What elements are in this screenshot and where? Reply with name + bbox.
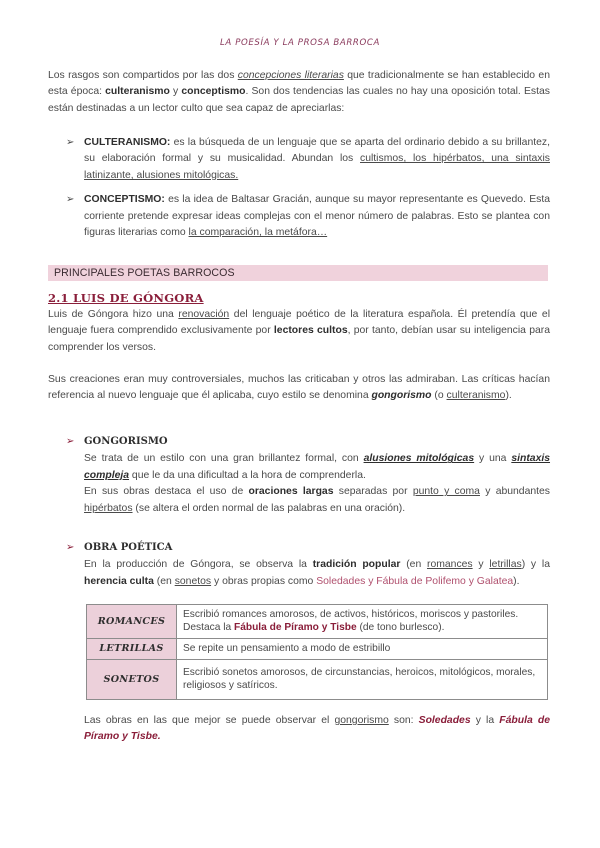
text: Las obras en las que mejor se puede observar el: [84, 715, 335, 726]
text: ) y la: [521, 559, 550, 571]
bullet-list: [66, 135, 550, 242]
bullet-culteranismo: [66, 135, 550, 184]
intro-text: y: [169, 86, 182, 98]
soledades-text: Soledades: [418, 715, 471, 726]
intro-culteranismo: culteranismo: [105, 86, 170, 98]
text: son:: [388, 715, 419, 726]
text: (o: [431, 390, 447, 402]
sintaxis-text: sintaxis compleja: [84, 453, 551, 481]
text: Se trata de un estilo con una gran brillantez formal, con: [84, 453, 364, 465]
text: En sus obras destaca el uso de: [84, 486, 249, 498]
bullet-term: CONCEPTISMO:: [84, 194, 165, 206]
text: que le da una dificultad a la hora de comprenderla.: [129, 469, 366, 481]
text: y abundantes: [479, 486, 551, 498]
table-row: [87, 639, 548, 660]
lectores-cultos-text: lectores cultos: [273, 325, 348, 337]
punto-coma-text: punto y coma: [412, 486, 480, 498]
text: y la: [470, 715, 500, 726]
bullet-term: CULTERANISMO:: [84, 137, 171, 148]
gongorismo-line-2: [84, 484, 550, 517]
text: En la producción de Góngora, se observa la: [84, 559, 313, 571]
obra-poetica-item: [66, 540, 550, 590]
text: , por tanto, debían usar su inteligencia para comprender los versos.: [48, 325, 550, 353]
intro-paragraph: [48, 68, 550, 117]
tradicion-popular-text: tradición popular: [312, 559, 401, 571]
text: Sus creaciones eran muy controversiales, muchos las criticaban y otros las admiraban. Las críticas hacían referencia al nuevo lenguaje que él aplicaba, cuyo estilo se denomina: [48, 374, 550, 402]
table-value: [177, 605, 548, 639]
text: y: [472, 559, 490, 571]
gongorismo-item: [66, 434, 551, 517]
table-key: LETRILLAS: [87, 639, 177, 660]
gongorismo-title: GONGORISMO: [84, 436, 168, 447]
text: (se altera el orden normal de las palabras en una oración).: [132, 502, 406, 514]
culteranismo-link-text: culteranismo: [446, 390, 506, 402]
text: y una: [474, 453, 512, 465]
bullet-conceptismo: [66, 192, 550, 241]
text: (en: [153, 575, 175, 587]
text: separadas por: [333, 486, 413, 498]
arrow-bullet-icon: ➢: [66, 137, 75, 148]
obra-title: OBRA POÉTICA: [84, 542, 173, 553]
hiperbatos-text: hipérbatos: [84, 502, 133, 514]
page-header: LA POESÍA Y LA PROSA BARROCA: [220, 38, 380, 48]
table-key: ROMANCES: [87, 605, 177, 639]
intro-text: que tradicionalmente se han establecido en esta época:: [48, 70, 550, 98]
fabula-text: Fábula de Píramo y Tisbe: [233, 621, 357, 633]
oraciones-largas-text: oraciones largas: [248, 486, 334, 498]
text: ).: [513, 575, 520, 587]
gongora-paragraph-2: [48, 372, 550, 405]
gongorismo-text: gongorismo: [371, 390, 432, 402]
bullet-text: es la búsqueda de un lenguaje que se aparta del ordinario debido a su brillantez, su elaboración formal y su musicalidad. Abundan los: [84, 137, 550, 165]
arrow-bullet-icon: ➢: [66, 542, 75, 553]
alusiones-text: alusiones mitológicas: [363, 453, 475, 465]
intro-conceptismo: conceptismo: [181, 86, 246, 98]
text: (en: [400, 559, 427, 571]
text: Escribió romances amorosos, de activos, históricos, moriscos y pastoriles. Destaca la: [183, 609, 519, 633]
arrow-bullet-icon: ➢: [66, 436, 75, 447]
intro-concepciones: concepciones literarias: [237, 70, 344, 81]
obra-title-row: [66, 540, 550, 556]
gongorismo-title-row: [66, 434, 550, 450]
text: Luis de Góngora hizo una: [48, 309, 179, 320]
gongorismo-line-1: [84, 451, 550, 484]
gongorismo-underlined: gongorismo: [334, 715, 389, 726]
fabula-piramo-text: Fábula de Píramo y Tisbe.: [84, 715, 550, 743]
romances-text: romances: [427, 559, 473, 571]
table-row: [87, 660, 548, 700]
text: (de tono burlesco).: [356, 621, 445, 633]
table-value: Se repite un pensamiento a modo de estribillo: [177, 639, 548, 660]
obras-propias-text: Soledades y Fábula de Polifemo y Galatea: [316, 575, 514, 587]
bullet-underlined: cultismos, los hipérbatos, una sintaxis latinizante, alusiones mitológicas.: [84, 153, 550, 181]
obra-table: [86, 604, 548, 700]
text: del lenguaje poético de la literatura española. Él pretendía que el lenguaje fuera comprendido exclusivamente por: [48, 309, 550, 337]
table-value: Escribió sonetos amorosos, de circunstancias, heroicos, mitológicos, morales, religiosos y satíricos.: [177, 660, 548, 700]
subsection-heading: 2.1 LUIS DE GÓNGORA: [48, 291, 204, 305]
gongora-paragraph-1: [48, 307, 550, 356]
closing-paragraph: [84, 713, 550, 746]
intro-text: . Son dos tendencias las cuales no hay una oposición total. Estas están destinadas a un lector culto que sea capaz de apreciarlas:: [48, 86, 550, 114]
intro-text: Los rasgos son compartidos por las dos: [48, 70, 238, 81]
section-heading: PRINCIPALES POETAS BARROCOS: [48, 265, 548, 281]
bullet-text: es la idea de Baltasar Gracián, aunque su mayor representante es Quevedo. Esta corriente pretende expresar ideas complejas con el menor número de palabras. Esto se plantea con figuras literarias como: [84, 194, 550, 239]
herencia-culta-text: herencia culta: [84, 575, 154, 587]
renovacion-text: renovación: [178, 309, 230, 320]
table-row: [87, 605, 548, 639]
bullet-underlined: la comparación, la metáfora…: [188, 227, 328, 239]
text: y obras propias como: [211, 575, 317, 587]
letrillas-text: letrillas: [489, 559, 522, 571]
arrow-bullet-icon: ➢: [66, 194, 75, 206]
obra-paragraph: [84, 557, 550, 590]
table-key: SONETOS: [87, 660, 177, 700]
sonetos-text: sonetos: [174, 575, 212, 587]
text: ).: [505, 390, 512, 402]
